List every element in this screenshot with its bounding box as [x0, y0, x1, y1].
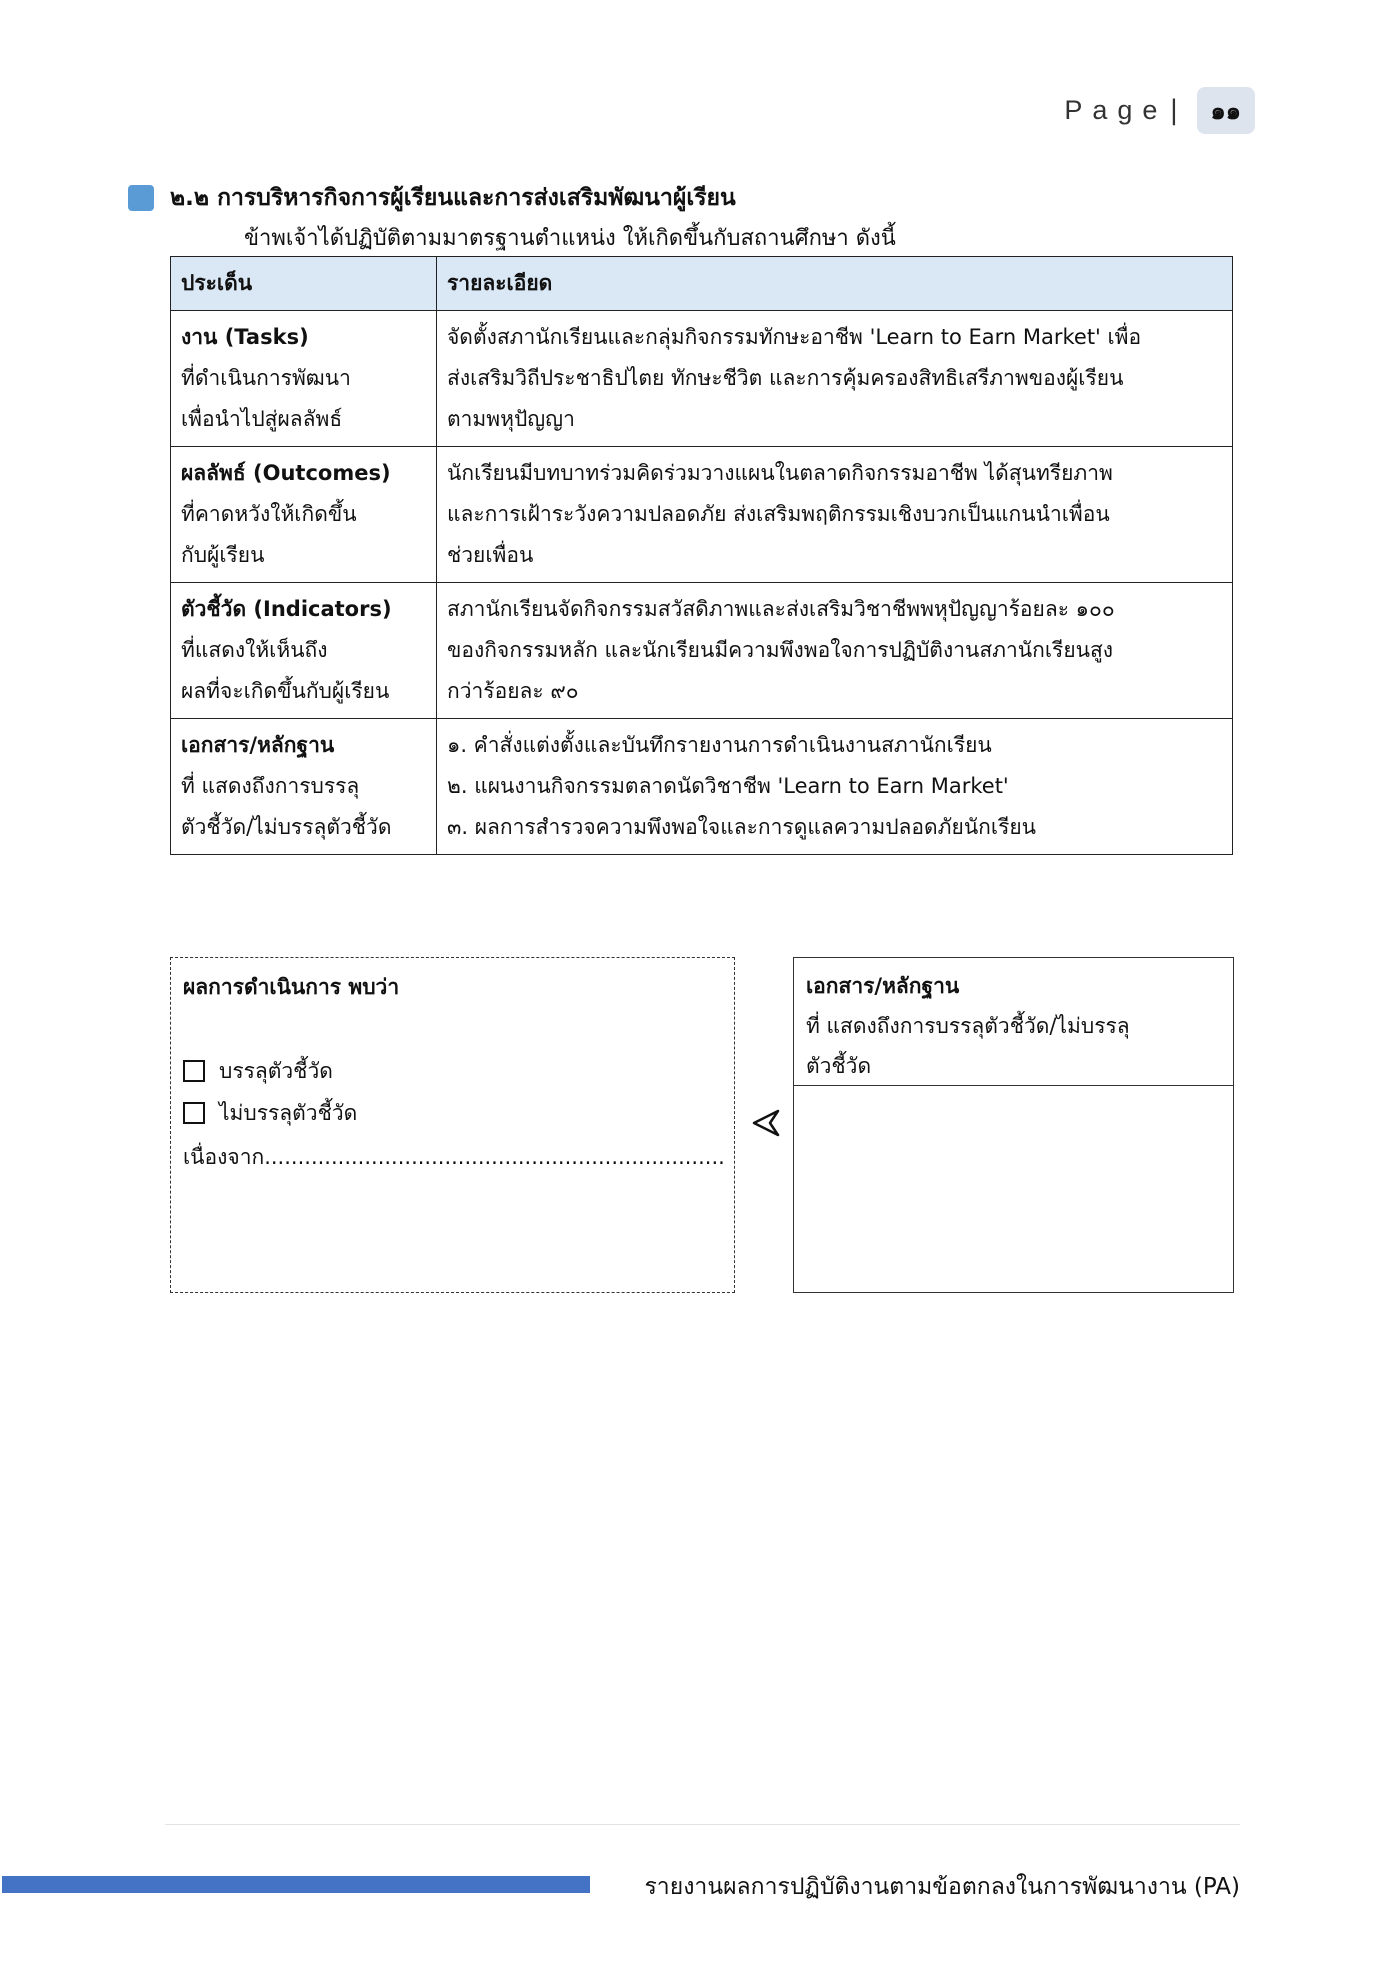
checkbox-icon[interactable] [183, 1060, 205, 1082]
page-label: Page [1064, 94, 1168, 125]
page-separator: | [1169, 94, 1179, 126]
row-heading: เอกสาร/หลักฐาน [181, 733, 335, 757]
row-subtext: ที่คาดหวังให้เกิดขึ้น [181, 502, 357, 526]
result-box [170, 957, 735, 1293]
row-heading: งาน (Tasks) [181, 325, 309, 349]
detail-line: และการเฝ้าระวังความปลอดภัย ส่งเสริมพฤติกรรมเชิงบวกเป็นแกนนำเพื่อน [447, 502, 1110, 526]
row-subtext: ผลที่จะเกิดขึ้นกับผู้เรียน [181, 679, 390, 703]
row-detail [437, 311, 1233, 447]
row-topic [171, 447, 437, 583]
detail-line: จัดตั้งสภานักเรียนและกลุ่มกิจกรรมทักษะอาชีพ 'Learn to Earn Market' เพื่อ [447, 325, 1142, 349]
section-title: ๒.๒ การบริหารกิจการผู้เรียนและการส่งเสริมพัฒนาผู้เรียน [170, 185, 736, 211]
row-heading: ตัวชี้วัด (Indicators) [181, 597, 392, 621]
section-heading [128, 180, 736, 216]
detail-line: กว่าร้อยละ ๙๐ [447, 679, 579, 703]
detail-line: ช่วยเพื่อน [447, 543, 534, 567]
row-topic [171, 311, 437, 447]
detail-line: ๑. คำสั่งแต่งตั้งและบันทึกรายงานการดำเนินงานสภานักเรียน [447, 733, 992, 757]
evidence-subtitle-line: ที่ แสดงถึงการบรรลุตัวชี้วัด/ไม่บรรลุ [806, 1014, 1130, 1038]
option-not-achieved-label: ไม่บรรลุตัวชี้วัด [219, 1101, 358, 1125]
detail-line: ๓. ผลการสำรวจความพึงพอใจและการดูแลความปลอดภัยนักเรียน [447, 815, 1037, 839]
row-subtext: ตัวชี้วัด/ไม่บรรลุตัวชี้วัด [181, 815, 392, 839]
table-header-row [171, 257, 1233, 311]
page-number: ๑๑ [1197, 87, 1255, 134]
row-detail [437, 583, 1233, 719]
page-number-block [1064, 88, 1255, 132]
table-header-detail: รายละเอียด [437, 257, 1233, 311]
row-detail [437, 447, 1233, 583]
reason-line: เนื่องจาก..................................................................... [183, 1145, 725, 1169]
row-subtext: ที่ดำเนินการพัฒนา [181, 366, 351, 390]
row-detail [437, 719, 1233, 855]
evidence-header [794, 958, 1233, 1086]
option-not-achieved[interactable] [183, 1092, 722, 1134]
footer-accent-bar [2, 1876, 590, 1893]
table-row [171, 583, 1233, 719]
detail-table [170, 256, 1233, 855]
row-heading: ผลลัพธ์ (Outcomes) [181, 461, 391, 485]
evidence-box [793, 957, 1234, 1293]
detail-line: ส่งเสริมวิถีประชาธิปไตย ทักษะชีวิต และการคุ้มครองสิทธิเสรีภาพของผู้เรียน [447, 366, 1124, 390]
evidence-title: เอกสาร/หลักฐาน [806, 974, 960, 998]
detail-line: นักเรียนมีบทบาทร่วมคิดร่วมวางแผนในตลาดกิจกรรมอาชีพ ได้สุนทรียภาพ [447, 461, 1113, 485]
arrow-icon [752, 1108, 780, 1146]
table-row [171, 447, 1233, 583]
footer-text: รายงานผลการปฏิบัติงานตามข้อตกลงในการพัฒนางาน (PA) [644, 1874, 1240, 1900]
detail-line: ๒. แผนงานกิจกรรมตลาดนัดวิชาชีพ 'Learn to Earn Market' [447, 774, 1009, 798]
result-title: ผลการดำเนินการ พบว่า [183, 975, 400, 999]
checkbox-icon[interactable] [183, 1102, 205, 1124]
table-header-topic: ประเด็น [171, 257, 437, 311]
section-bullet-icon [128, 185, 154, 211]
row-subtext: เพื่อนำไปสู่ผลลัพธ์ [181, 407, 343, 431]
option-achieved[interactable] [183, 1050, 722, 1092]
arrow-left-icon [752, 1108, 780, 1138]
evidence-subtitle-line: ตัวชี้วัด [806, 1054, 872, 1078]
footer-divider [165, 1824, 1240, 1825]
detail-line: ตามพหุปัญญา [447, 407, 575, 431]
row-subtext: ที่ แสดงถึงการบรรลุ [181, 774, 360, 798]
row-subtext: ที่แสดงให้เห็นถึง [181, 638, 328, 662]
row-topic [171, 719, 437, 855]
row-topic [171, 583, 437, 719]
option-achieved-label: บรรลุตัวชี้วัด [219, 1059, 333, 1083]
detail-line: ของกิจกรรมหลัก และนักเรียนมีความพึงพอใจการปฏิบัติงานสภานักเรียนสูง [447, 638, 1114, 662]
table-row [171, 719, 1233, 855]
table-row [171, 311, 1233, 447]
detail-line: สภานักเรียนจัดกิจกรรมสวัสดิภาพและส่งเสริมวิชาชีพพหุปัญญาร้อยละ ๑๐๐ [447, 597, 1115, 621]
row-subtext: กับผู้เรียน [181, 543, 265, 567]
section-intro: ข้าพเจ้าได้ปฏิบัติตามมาตรฐานตำแหน่ง ให้เกิดขึ้นกับสถานศึกษา ดังนี้ [244, 226, 896, 251]
